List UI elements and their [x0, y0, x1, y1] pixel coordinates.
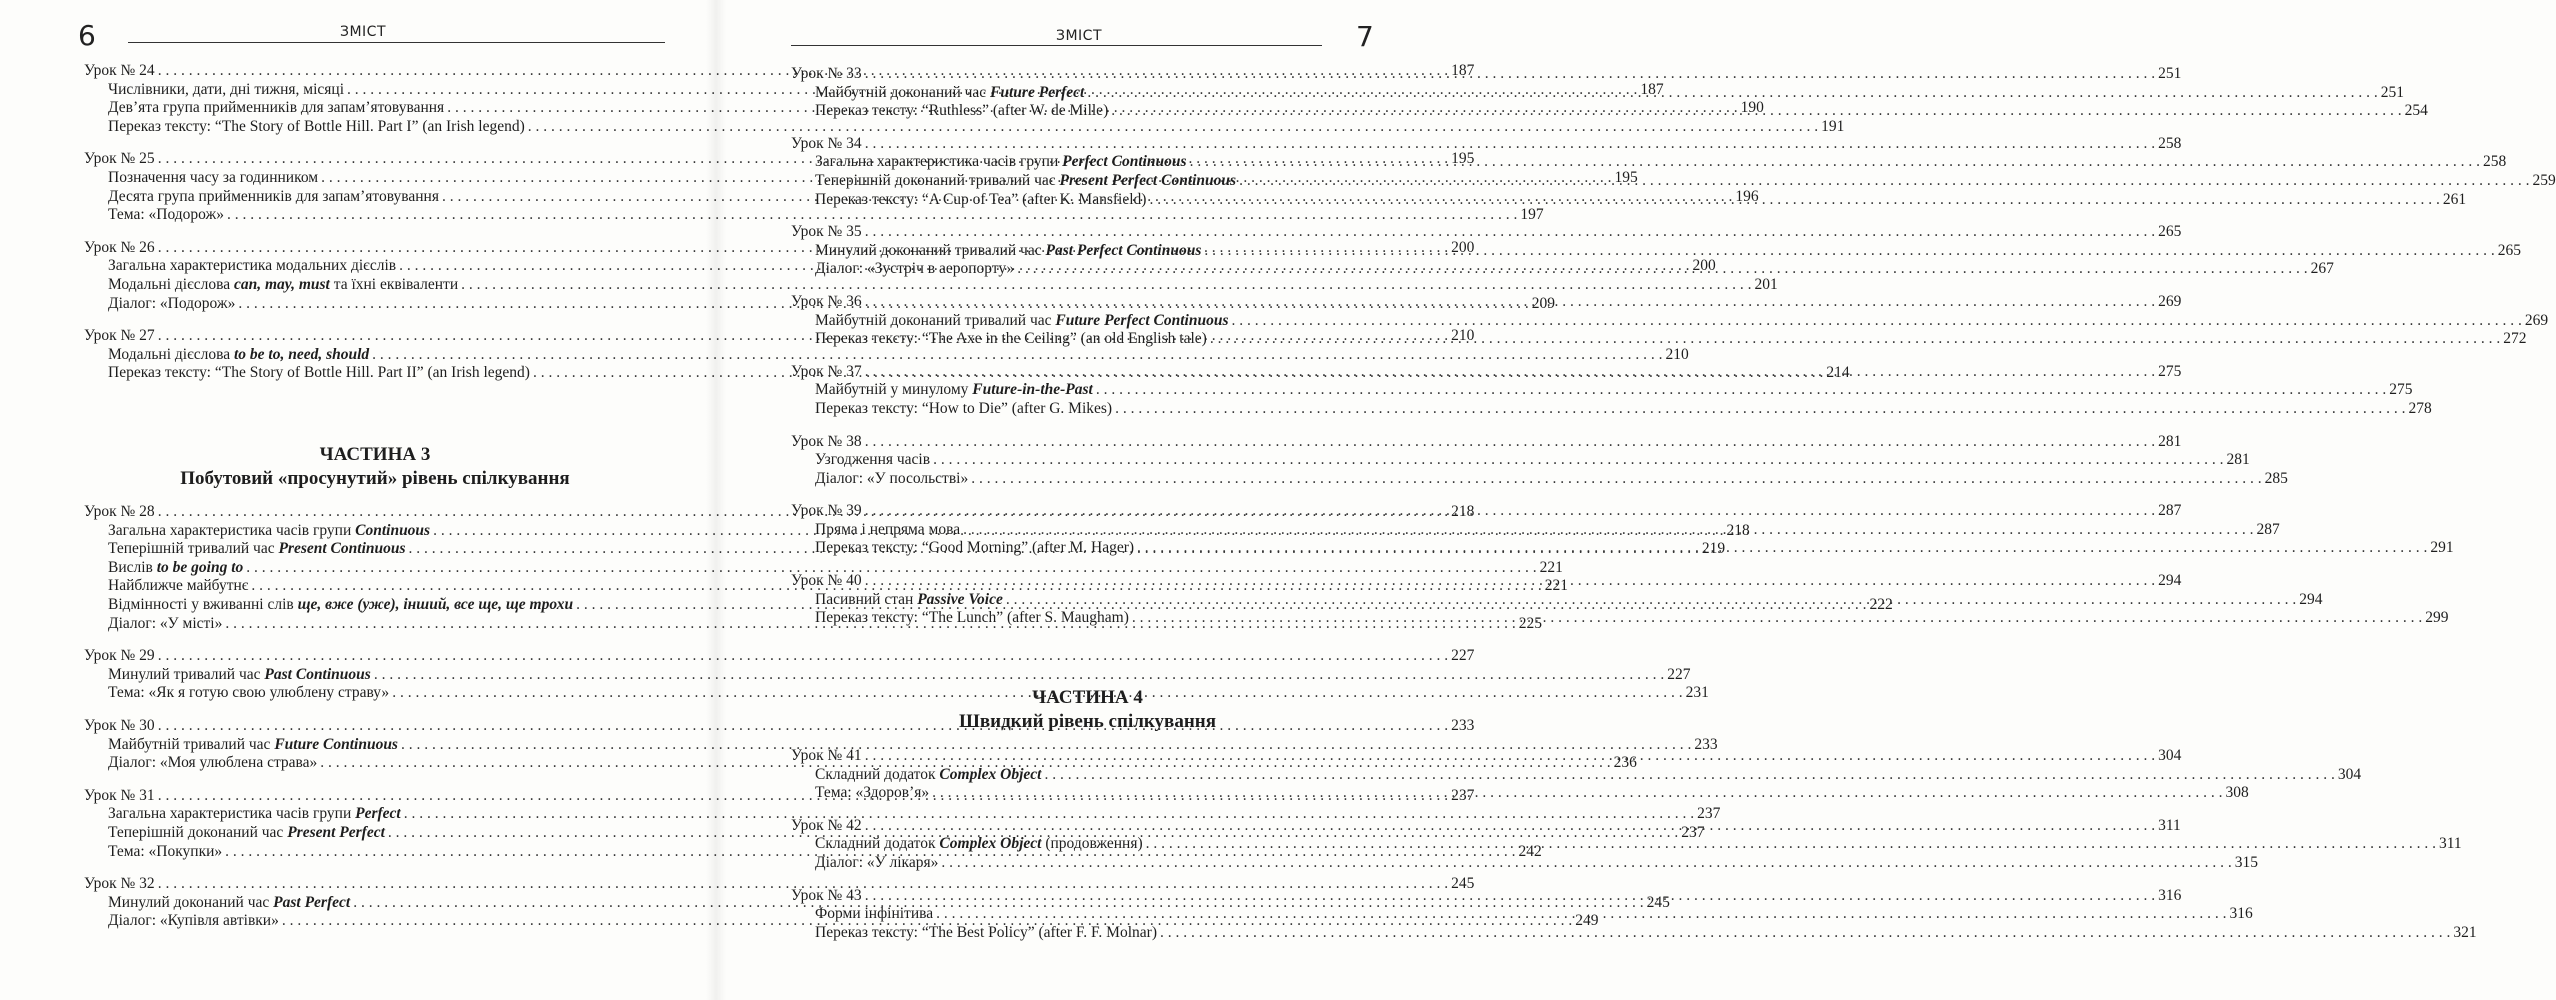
- page-ref: 265: [2158, 223, 2182, 241]
- entry-title-text: Майбутній доконаний тривалий час: [815, 311, 1056, 329]
- entry-title-text: Теперішній доконаний тривалий час: [815, 171, 1060, 189]
- entry-title: [108, 522, 430, 541]
- entry-title-text: Складний додаток: [815, 765, 940, 783]
- entry-title-text: Переказ тексту: “The Axe in the Ceiling” (an old English tale): [815, 330, 1207, 348]
- page-ref: 275: [2158, 362, 2182, 380]
- entry-title-tail: (продовження): [1041, 835, 1143, 853]
- entry-title: [791, 135, 862, 154]
- page-ref: 218: [1726, 521, 1750, 539]
- entry-title: [108, 559, 243, 578]
- running-head: ЗМІСТ: [340, 24, 387, 40]
- entry-title-text: Минулий доконаний час: [108, 893, 274, 911]
- page-ref: 222: [1869, 595, 1893, 613]
- entry-title-text: Теперішній тривалий час: [108, 540, 279, 558]
- entry-title-text: Минулий доконаний тривалий час: [815, 241, 1046, 259]
- entry-title: [108, 824, 385, 843]
- dot-leader: [1190, 153, 2480, 172]
- entry-title-text: Узгодження часів: [815, 451, 931, 469]
- entry-term: Future Continuous: [274, 735, 398, 753]
- lesson-entry[interactable]: [791, 223, 2182, 242]
- page-ref: 237: [1697, 805, 1721, 823]
- entry-title-text: Урок № 31: [84, 786, 155, 804]
- page-ref: 321: [2453, 923, 2477, 941]
- entry-title-text: Майбутній у минулому: [815, 381, 973, 399]
- entry-term: Perfect: [355, 805, 401, 823]
- subtopic-entry[interactable]: [84, 558, 1563, 578]
- entry-title-text: Урок № 24: [84, 62, 155, 79]
- entry-title: [108, 912, 279, 931]
- page-ref: 315: [2234, 853, 2258, 871]
- lesson-entry[interactable]: [791, 134, 2182, 154]
- dot-leader: [865, 572, 2155, 591]
- entry-title: [108, 596, 573, 615]
- entry-title: [108, 364, 530, 383]
- page-ref: 269: [2524, 311, 2549, 329]
- dot-leader: [865, 433, 2155, 452]
- entry-title: [815, 312, 1229, 331]
- entry-title-tail: та їхні еквіваленти: [329, 275, 459, 293]
- page-ref: 233: [1694, 735, 1718, 753]
- entry-title: [815, 153, 1187, 172]
- entry-title: [108, 666, 371, 685]
- entry-title: [84, 647, 155, 666]
- entry-title-text: Загальна характеристика часів групи: [815, 153, 1063, 171]
- page-ref: 249: [1575, 912, 1599, 930]
- entry-title: [108, 206, 224, 225]
- entry-title: [84, 787, 155, 806]
- page-ref: 245: [1646, 893, 1670, 911]
- lesson-entry[interactable]: [791, 432, 2182, 452]
- page-ref: 281: [2226, 451, 2250, 469]
- entry-title-text: Переказ тексту: “Ruthless” (after W. de Mille): [815, 102, 1109, 120]
- entry-title-text: Найближче майбутнє: [108, 577, 249, 595]
- entry-title-text: Урок № 33: [791, 65, 862, 82]
- dot-leader: [1232, 312, 2522, 331]
- page-ref: 294: [2158, 572, 2182, 590]
- dot-leader: [1132, 609, 2422, 628]
- entry-title-text: Складний додаток: [815, 835, 940, 853]
- entry-term: Future Perfect Continuous: [1055, 311, 1229, 329]
- page-ref: 227: [1667, 665, 1691, 683]
- entry-title: [815, 766, 1041, 785]
- entry-title-text: Майбутній тривалий час: [108, 735, 275, 753]
- entry-term: Past Perfect: [273, 893, 351, 911]
- page-ref: 278: [2408, 399, 2432, 417]
- entry-title-text: Діалог: «Моя улюблена страва»: [108, 754, 318, 772]
- entry-title-text: Вислів: [108, 558, 157, 576]
- entry-title-text: Тема: «Як я готую свою улюблену страву»: [108, 684, 390, 702]
- dot-leader: [865, 65, 2155, 84]
- subtopic-entry[interactable]: [84, 735, 1718, 755]
- entry-title: [791, 223, 862, 242]
- part-heading: [791, 686, 1384, 734]
- dot-leader: [936, 905, 2226, 924]
- dot-leader: [1111, 102, 2401, 121]
- entry-title: [108, 346, 369, 365]
- page-ref: 267: [2310, 260, 2334, 278]
- entry-title: [815, 905, 933, 924]
- page-ref: 218: [1451, 503, 1475, 520]
- subtopic-entry[interactable]: [791, 399, 2432, 419]
- entry-term: Continuous: [355, 521, 431, 539]
- entry-title-text: Урок № 38: [791, 432, 862, 450]
- entry-title-text: Пасивний стан: [815, 590, 918, 608]
- page-ref: 195: [1451, 150, 1475, 168]
- dot-leader: [1096, 381, 2386, 400]
- page-ref: 195: [1614, 168, 1638, 186]
- dot-leader: [1115, 400, 2405, 419]
- entry-title: [108, 736, 398, 755]
- entry-title: [791, 502, 862, 521]
- entry-title: [815, 835, 1143, 854]
- page-ref: 237: [1451, 786, 1475, 804]
- entry-title-text: Переказ тексту: “The Story of Bottle Hill. Part II” (an Irish legend): [108, 364, 530, 382]
- entry-title-text: Урок № 43: [791, 886, 862, 904]
- page-ref: 200: [1451, 238, 1475, 256]
- page-ref: 219: [1701, 540, 1726, 558]
- page-ref: 201: [1754, 275, 1778, 293]
- entry-title: [815, 854, 938, 873]
- dot-leader: [1239, 172, 2529, 191]
- part-heading: [84, 443, 666, 491]
- entry-title: [815, 330, 1207, 349]
- entry-title-text: Загальна характеристика часів групи: [108, 805, 356, 823]
- subtopic-entry[interactable]: [84, 206, 1544, 225]
- entry-title-text: Урок № 37: [791, 362, 862, 380]
- entry-title-text: Переказ тексту: “A Cup of Tea” (after K. Mansfield): [815, 190, 1147, 208]
- dot-leader: [865, 363, 2155, 382]
- entry-title-text: Переказ тексту: “Good Morning” (after M. Hager): [815, 539, 1135, 557]
- entry-title-text: Майбутній доконаний час: [815, 83, 991, 101]
- lesson-group: [791, 432, 2288, 489]
- entry-title: [815, 191, 1146, 210]
- entry-title-text: Діалог: «Зустріч в аеропорту»: [815, 260, 1015, 278]
- page-ref: 287: [2158, 502, 2182, 520]
- entry-term: Past Continuous: [264, 665, 371, 683]
- entry-title-text: Пряма і непряма мова: [815, 520, 961, 538]
- page-ref: 251: [2158, 65, 2182, 82]
- entry-title-text: Теперішній доконаний час: [108, 823, 288, 841]
- page-number: 7: [1356, 20, 1374, 53]
- dot-leader: [1160, 924, 2450, 943]
- page-ref: 196: [1735, 187, 1759, 205]
- page-ref: 311: [2158, 816, 2181, 834]
- entry-title: [108, 118, 525, 137]
- page-ref: 200: [1692, 257, 1716, 275]
- entry-term: Complex Object: [939, 835, 1042, 853]
- page-ref: 191: [1821, 117, 1845, 135]
- part-title: ЧАСТИНА 3: [319, 444, 431, 465]
- dot-leader: [933, 451, 2223, 470]
- entry-title-text: Діалог: «У місті»: [108, 614, 223, 632]
- dot-leader: [1087, 84, 2377, 103]
- page-ref: 251: [2380, 83, 2404, 101]
- entry-title-text: Десята група прийменників для запам’ятовування: [108, 187, 439, 205]
- entry-term: Present Perfect: [287, 823, 385, 841]
- entry-title-text: Урок № 41: [791, 747, 862, 764]
- entry-term: Passive Voice: [917, 590, 1003, 608]
- page-number: 6: [78, 19, 96, 52]
- part-subtitle: Швидкий рівень спілкування: [959, 711, 1216, 732]
- page-ref: 311: [2439, 835, 2462, 853]
- entry-title: [108, 615, 222, 634]
- entry-title-text: Дев’ята група прийменників для запам’ятовування: [108, 99, 445, 117]
- subtopic-entry[interactable]: [84, 665, 1691, 685]
- entry-title: [815, 102, 1108, 121]
- page-ref: 285: [2264, 469, 2288, 487]
- entry-title: [108, 276, 458, 295]
- dot-leader: [1149, 191, 2439, 210]
- lesson-entry[interactable]: [84, 647, 1475, 666]
- page-ref: 236: [1613, 754, 1637, 772]
- dot-leader: [1210, 330, 2500, 349]
- entry-title-text: Діалог: «У лікаря»: [815, 853, 939, 871]
- entry-title: [815, 260, 1014, 279]
- dot-leader: [865, 135, 2155, 154]
- entry-term: Past Perfect Continuous: [1045, 241, 1202, 259]
- page-ref: 245: [1451, 875, 1475, 893]
- entry-term: Future-in-the-Past: [972, 381, 1093, 399]
- entry-title: [791, 572, 862, 591]
- page-ref: 254: [2404, 102, 2428, 120]
- entry-term: can, may, must: [233, 275, 330, 293]
- header-rule: [128, 42, 665, 43]
- dot-leader: [1137, 539, 2427, 558]
- entry-title-text: Діалог: «Купівля автівки»: [108, 912, 279, 930]
- subtopic-entry[interactable]: [791, 311, 2549, 331]
- entry-title: [108, 754, 317, 773]
- entry-title-text: Урок № 32: [84, 875, 155, 893]
- entry-title: [815, 591, 1003, 610]
- dot-leader: [932, 784, 2222, 803]
- entry-title-text: Тема: «Здоров’я»: [815, 784, 930, 802]
- page-ref: 210: [1451, 327, 1475, 345]
- page-ref: 227: [1451, 647, 1475, 665]
- dot-leader: [865, 502, 2155, 521]
- dot-leader: [941, 854, 2231, 873]
- entry-title: [815, 539, 1134, 558]
- entry-title-text: Числівники, дати, дні тижня, місяці: [108, 80, 344, 98]
- page-ref: 190: [1740, 99, 1764, 117]
- page-ref: 316: [2229, 905, 2253, 923]
- entry-title: [84, 62, 155, 81]
- page-ref: 304: [2337, 765, 2362, 783]
- page-ref: 231: [1685, 684, 1709, 702]
- part-title: ЧАСТИНА 4: [1032, 687, 1143, 708]
- entry-title: [84, 327, 155, 346]
- page-ref: 281: [2158, 432, 2182, 450]
- entry-title: [791, 887, 862, 906]
- page-ref: 197: [1520, 206, 1544, 224]
- entry-title-text: Позначення часу за годинником: [108, 168, 319, 186]
- entry-term: to be going to: [156, 558, 244, 576]
- entry-title: [791, 433, 862, 452]
- page-ref: 187: [1451, 62, 1475, 79]
- entry-title-text: Переказ тексту: “The Best Policy” (after F. F. Molnar): [815, 923, 1157, 941]
- entry-title-text: Загальна характеристика часів групи: [108, 521, 356, 539]
- page-ref: 304: [2158, 747, 2182, 764]
- page-ref: 242: [1518, 842, 1542, 860]
- page-ref: 265: [2497, 241, 2521, 259]
- entry-title-text: Урок № 26: [84, 238, 155, 256]
- page-ref: 210: [1665, 345, 1689, 363]
- entry-title-text: Урок № 29: [84, 647, 155, 665]
- entry-title: [815, 521, 960, 540]
- dot-leader: [1006, 591, 2296, 610]
- entry-title: [815, 400, 1112, 419]
- entry-title-text: Форми інфінітива: [815, 905, 934, 923]
- entry-title-text: Урок № 36: [791, 292, 862, 310]
- entry-title: [108, 805, 401, 824]
- subtopic-entry[interactable]: [791, 381, 2413, 400]
- entry-title-text: Минулий тривалий час: [108, 665, 265, 683]
- entry-title-text: Урок № 28: [84, 503, 155, 520]
- page-ref: 258: [2482, 153, 2507, 171]
- dot-leader: [1017, 260, 2307, 279]
- entry-title: [791, 817, 862, 836]
- dot-leader: [1044, 766, 2334, 785]
- page-ref: 299: [2425, 609, 2449, 627]
- entry-title-text: Урок № 27: [84, 327, 155, 345]
- entry-title-text: Переказ тексту: “How to Die” (after G. Mikes): [815, 399, 1113, 417]
- entry-title: [791, 363, 862, 382]
- entry-title-text: Урок № 30: [84, 716, 155, 734]
- subtopic-entry[interactable]: [84, 117, 1845, 137]
- entry-title-text: Діалог: «У посольстві»: [815, 469, 969, 487]
- subtopic-entry[interactable]: [791, 923, 2477, 943]
- entry-title: [815, 470, 968, 489]
- entry-title: [108, 99, 444, 118]
- entry-title: [108, 81, 344, 100]
- entry-title-text: Тема: «Подорож»: [108, 206, 224, 224]
- entry-title: [108, 257, 396, 276]
- page-ref: 258: [2158, 134, 2182, 152]
- entry-term: Present Continuous: [278, 540, 406, 558]
- page-ref: 237: [1681, 823, 1705, 841]
- entry-title: [791, 747, 862, 766]
- page-ref: 187: [1640, 80, 1664, 98]
- entry-title: [108, 577, 248, 596]
- entry-term: Complex Object: [939, 765, 1042, 783]
- running-head: ЗМІСТ: [1056, 28, 1103, 44]
- dot-leader: [865, 223, 2155, 242]
- subtopic-entry[interactable]: [791, 765, 2362, 785]
- page-ref: 294: [2299, 590, 2323, 608]
- entry-title-text: Модальні дієслова: [108, 345, 234, 363]
- page-ref: 225: [1518, 614, 1542, 632]
- entry-term: ще, вже (уже), інший, все ще, ще трохи: [297, 595, 574, 613]
- page-ref: 259: [2532, 171, 2556, 189]
- subtopic-entry[interactable]: [84, 805, 1721, 824]
- entry-title: [108, 540, 406, 559]
- page-ref: 287: [2256, 520, 2280, 538]
- entry-title: [815, 242, 1201, 261]
- entry-title-text: Відмінності у вживанні слів: [108, 595, 298, 613]
- entry-title-text: Урок № 39: [791, 502, 862, 520]
- entry-title: [791, 293, 862, 312]
- entry-title-text: Урок № 35: [791, 223, 862, 241]
- entry-title: [815, 381, 1093, 400]
- dot-leader: [865, 747, 2155, 766]
- lesson-entry[interactable]: [84, 875, 1475, 894]
- entry-title: [108, 684, 389, 703]
- entry-term: to be to, need, should: [233, 345, 370, 363]
- dot-leader: [865, 293, 2155, 312]
- entry-term: Perfect Continuous: [1062, 153, 1187, 171]
- entry-title: [84, 239, 155, 258]
- entry-title: [108, 843, 222, 862]
- page-ref: 269: [2158, 292, 2182, 310]
- entry-title: [84, 503, 155, 522]
- entry-title: [108, 295, 235, 314]
- entry-title: [791, 65, 862, 84]
- entry-title-text: Урок № 25: [84, 150, 155, 168]
- dot-leader: [865, 817, 2155, 836]
- entry-title-text: Загальна характеристика модальних дієслів: [108, 257, 397, 275]
- entry-title-text: Модальні дієслова: [108, 275, 234, 293]
- page-ref: 316: [2158, 886, 2182, 904]
- entry-title: [815, 84, 1084, 103]
- subtopic-entry[interactable]: [84, 345, 1689, 365]
- entry-title-text: Діалог: «Подорож»: [108, 294, 236, 312]
- entry-title: [815, 924, 1157, 943]
- entry-title-text: Переказ тексту: “The Lunch” (after S. Maugham): [815, 609, 1129, 627]
- part-subtitle: Побутовий «просунутий» рівень спілкування: [180, 468, 570, 489]
- dot-leader: [865, 887, 2155, 906]
- entry-title: [84, 875, 155, 894]
- entry-title: [108, 169, 318, 188]
- page-ref: 214: [1826, 364, 1850, 382]
- entry-title-text: Переказ тексту: “The Story of Bottle Hill. Part I” (an Irish legend): [108, 117, 525, 135]
- page-ref: 275: [2389, 381, 2413, 399]
- dot-leader: [963, 521, 2253, 540]
- entry-title: [108, 188, 439, 207]
- subtopic-entry[interactable]: [791, 853, 2258, 873]
- dot-leader: [971, 470, 2261, 489]
- page-ref: 233: [1451, 716, 1475, 734]
- page-ref: 308: [2225, 784, 2249, 802]
- entry-title-text: Урок № 42: [791, 816, 862, 834]
- entry-title: [815, 609, 1129, 628]
- entry-term: Future Perfect: [990, 83, 1085, 101]
- entry-title: [108, 894, 350, 913]
- dot-leader: [1204, 242, 2494, 261]
- page-ref: 272: [2503, 330, 2527, 348]
- subtopic-entry[interactable]: [84, 275, 1778, 295]
- entry-title: [815, 451, 930, 470]
- subtopic-entry[interactable]: [791, 451, 2250, 470]
- entry-title-text: Урок № 34: [791, 134, 862, 152]
- entry-title-text: Урок № 40: [791, 572, 862, 590]
- page-ref: 209: [1531, 294, 1556, 312]
- entry-term: Present Perfect Continuous: [1059, 171, 1237, 189]
- page-ref: 221: [1539, 558, 1563, 576]
- entry-title: [815, 784, 929, 803]
- entry-title: [84, 150, 155, 169]
- entry-title: [815, 172, 1236, 191]
- dot-leader: [1146, 835, 2436, 854]
- entry-title: [84, 717, 155, 736]
- page-ref: 261: [2442, 190, 2467, 208]
- entry-title-text: Тема: «Покупки»: [108, 842, 223, 860]
- page-ref: 221: [1544, 577, 1569, 595]
- subtopic-entry[interactable]: [791, 469, 2288, 489]
- page-ref: 291: [2430, 539, 2454, 557]
- header-rule: [791, 45, 1322, 46]
